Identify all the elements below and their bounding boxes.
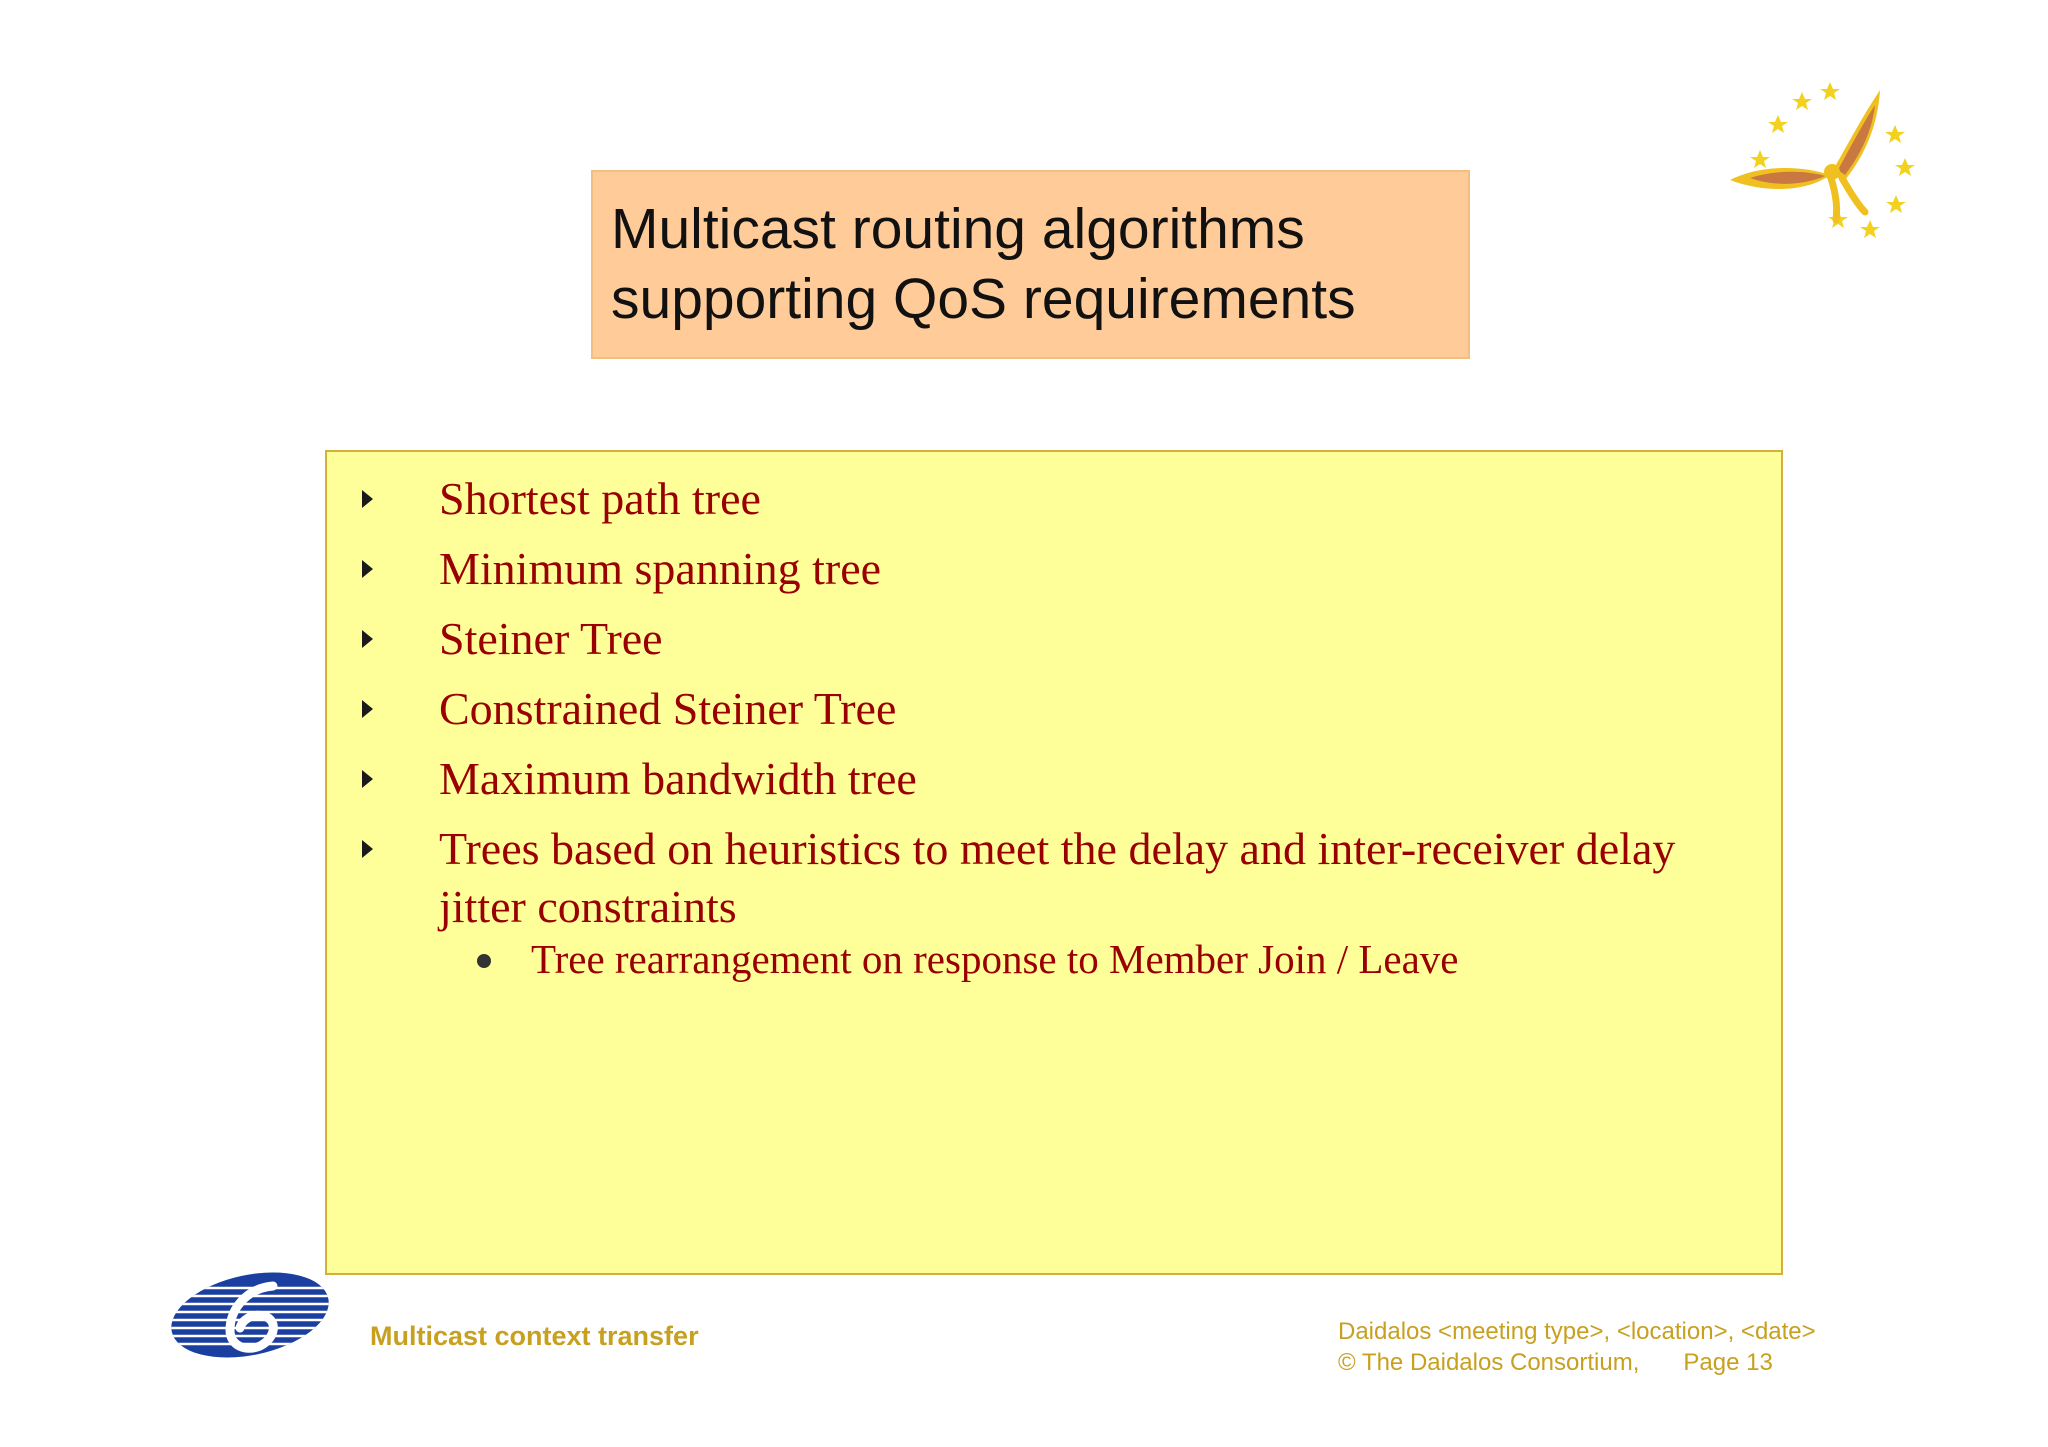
slide-title-line-1: Multicast routing algorithms bbox=[611, 197, 1305, 261]
triangle-right-icon bbox=[362, 770, 373, 788]
footer-copyright: © The Daidalos Consortium, bbox=[1338, 1349, 1640, 1376]
sub-bullet-text: Tree rearrangement on response to Member Join / Leave bbox=[531, 936, 1459, 982]
bullet-text: Constrained Steiner Tree bbox=[439, 683, 897, 734]
bullet-text: Maximum bandwidth tree bbox=[439, 753, 917, 804]
bullet-text: Trees based on heuristics to meet the delay and inter-receiver delay jitter constraints bbox=[439, 823, 1676, 932]
footer-right bbox=[1338, 1316, 1816, 1378]
slide-title-box bbox=[591, 170, 1470, 359]
fp6-logo bbox=[168, 1268, 333, 1363]
daidalos-bird-logo bbox=[1720, 70, 1920, 245]
content-box bbox=[325, 450, 1783, 1275]
footer-meeting-info: Daidalos <meeting type>, <location>, <date> bbox=[1338, 1318, 1816, 1345]
slide-title-line-2: supporting QoS requirements bbox=[611, 267, 1356, 331]
triangle-right-icon bbox=[362, 840, 373, 858]
footer-copyright-line bbox=[1338, 1347, 1816, 1378]
triangle-right-icon bbox=[362, 560, 373, 578]
bullet-text: Steiner Tree bbox=[439, 613, 663, 664]
bullet-text: Shortest path tree bbox=[439, 473, 761, 524]
footer-left-text: Multicast context transfer bbox=[370, 1321, 699, 1351]
triangle-right-icon bbox=[362, 490, 373, 508]
bullet-text: Minimum spanning tree bbox=[439, 543, 882, 594]
triangle-right-icon bbox=[362, 630, 373, 648]
dot-icon bbox=[477, 954, 491, 968]
page-number: Page 13 bbox=[1683, 1349, 1773, 1376]
triangle-right-icon bbox=[362, 700, 373, 718]
